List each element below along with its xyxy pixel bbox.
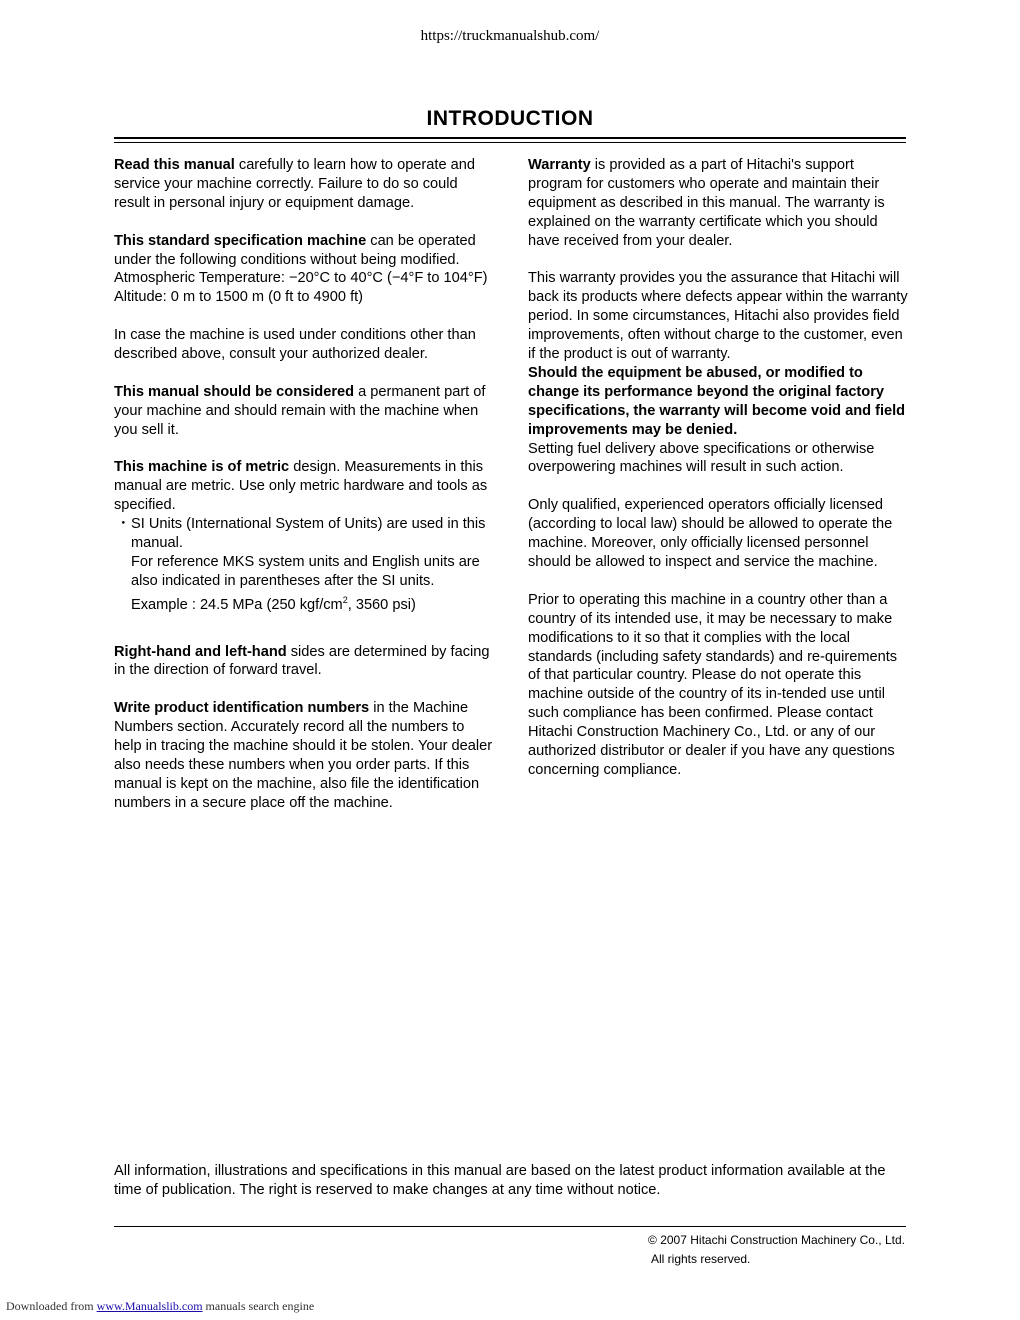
bullet-text: For reference MKS system units and English units are also indicated in parentheses after the SI units. [131,553,480,589]
example-text: Example : 24.5 MPa (250 kgf/cm [131,596,343,613]
title-rule-thin [114,142,906,143]
lead-bold: This manual should be considered [114,383,355,400]
si-units-bullet [114,515,496,614]
example-text: , 3560 psi) [347,596,416,613]
manualslib-link[interactable]: www.Manualslib.com [96,1299,203,1313]
left-column [114,156,496,832]
rights-text: All rights reserved. [651,1252,751,1266]
paragraph-identification-numbers [114,699,496,812]
footer-rule [114,1226,906,1227]
download-suffix: manuals search engine [202,1299,315,1313]
paragraph-other-conditions: In case the machine is used under conditions other than described above, consult your authorized dealer. [114,327,476,363]
lead-bold: Write product identification numbers [114,700,370,717]
paragraph-text: can be operated under the following conditions without being modified. [114,232,476,268]
bullet-marker: ・ [116,516,131,533]
temperature-spec: Atmospheric Temperature: −20°C to 40°C (−4°F to 104°F) [114,270,488,287]
paragraph-standard-spec [114,232,496,308]
lead-bold: Right-hand and left-hand [114,643,287,660]
paragraph-qualified-operators: Only qualified, experienced operators officially licensed (according to local law) should be allowed to operate the machine. Moreover, only officially licensed personnel should be allowed to inspect and service the machine. [528,497,893,570]
paragraph-read-manual [114,156,496,213]
download-prefix: Downloaded from [6,1299,97,1313]
paragraph-text: a permanent part of your machine and should remain with the machine when you sell it. [114,383,486,438]
download-notice [6,1299,314,1314]
superscript: 2 [342,594,348,605]
lead-bold: Warranty [528,157,591,173]
paragraph-warranty [528,156,910,251]
paragraph-text: Setting fuel delivery above specifications or otherwise overpowering machines will result in such action. [528,440,875,476]
lead-bold: This machine is of metric [114,459,290,476]
disclaimer-note: All information, illustrations and specifications in this manual are based on the latest product information available at the time of publication. The right is reserved to make changes at any time without notice. [114,1163,886,1198]
paragraph-text: sides are determined by facing in the direction of forward travel. [114,643,490,679]
warning-bold: Should the equipment be abused, or modified to change its performance beyond the original factory specifications, the warranty will become void and field improvements may be denied. [528,364,906,438]
paragraph-metric [114,458,496,515]
paragraph-text: is provided as a part of Hitachi's support program for customers who operate and maintain their equipment as described in this manual. The warranty is explained on the warranty certificate which you should have received from your dealer. [528,157,885,249]
paragraph-text: design. Measurements in this manual are metric. Use only metric hardware and tools as specified. [114,459,488,514]
bullet-text: SI Units (International System of Units) are used in this manual. [131,516,486,552]
paragraph-warranty-assurance [528,269,910,477]
paragraph-permanent-part [114,383,496,440]
paragraph-text: This warranty provides you the assurance that Hitachi will back its products where defects appear within the warranty period. In some circumstances, Hitachi also provides field improvements, often without charge to the customer, even if the product is out of warranty. [528,270,908,363]
title-rule-thick [114,137,906,139]
paragraph-text: in the Machine Numbers section. Accurately record all the numbers to help in tracing the machine should it be stolen. Your dealer also needs these numbers when you order parts. If this manual is kept on the machine, also file the identification numbers in a secure place off the machine. [114,700,493,811]
right-column [528,156,910,799]
copyright-text: © 2007 Hitachi Construction Machinery Co., Ltd. [648,1233,905,1247]
lead-bold: Read this manual [114,157,235,173]
lead-bold: This standard specification machine [114,232,367,249]
paragraph-right-left-hand [114,643,496,681]
page-title: INTRODUCTION [426,107,594,130]
paragraph-country-compliance: Prior to operating this machine in a country other than a country of its intended use, it may be necessary to make modifications to it so that it complies with the local standards (including safety standards) and re-quirements of that particular country. Please do not operate this machine outside of the country of its in-tended use until such compliance has been confirmed. Please contact Hitachi Construction Machinery Co., Ltd. or any of our authorized distributor or dealer if you have any questions concerning compliance. [528,591,898,778]
paragraph-text: carefully to learn how to operate and service your machine correctly. Failure to do so could result in personal injury or equipment damage. [114,157,475,211]
altitude-spec: Altitude: 0 m to 1500 m (0 ft to 4900 ft) [114,289,364,306]
source-url: https://truckmanualshub.com/ [420,28,600,44]
